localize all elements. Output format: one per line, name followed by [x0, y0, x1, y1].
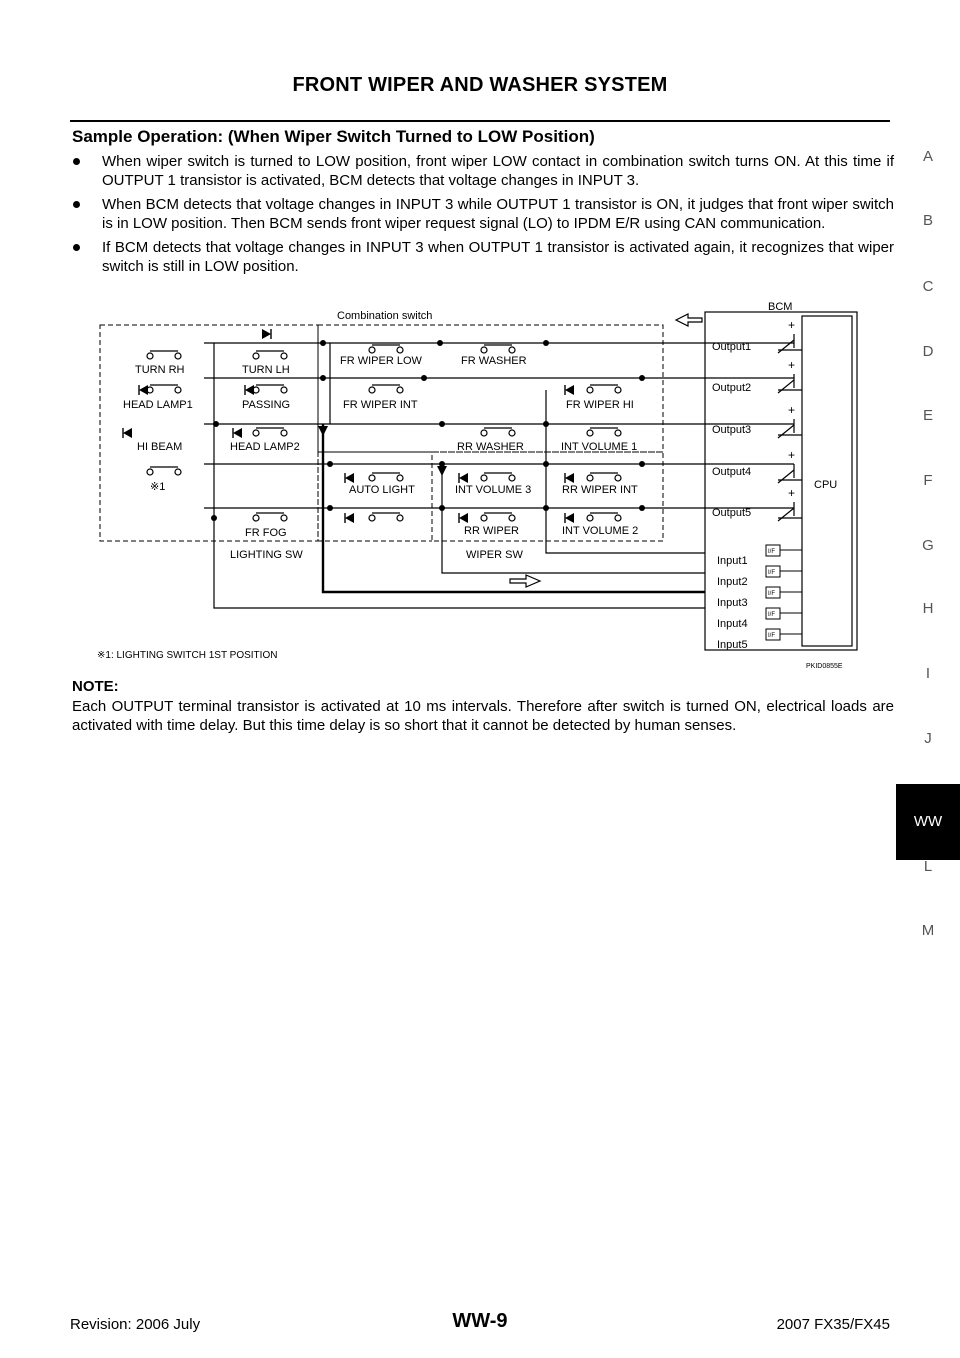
footnote: ※1: LIGHTING SWITCH 1ST POSITION [97, 650, 278, 661]
bullet-text: If BCM detects that voltage changes in INPUT 3 when OUTPUT 1 transistor is activated again, it recognizes that wiper switch is still in LOW position. [102, 239, 894, 275]
switch-label: TURN LH [242, 364, 290, 376]
switch-label: HI BEAM [137, 441, 183, 453]
switch-label: INT VOLUME 1 [561, 441, 638, 453]
section-tab-d[interactable]: D [922, 343, 934, 360]
switch-label: HEAD LAMP2 [230, 441, 300, 453]
bullet-icon [73, 201, 80, 208]
input-label: Input4 [717, 618, 748, 630]
interface-label: I/F [768, 633, 775, 639]
note-label: NOTE: [72, 678, 119, 695]
footer-model: 2007 FX35/FX45 [776, 1316, 890, 1333]
switch-label: ※1 [150, 481, 166, 493]
switch-label: FR FOG [245, 527, 287, 539]
interface-label: I/F [768, 612, 775, 618]
section-tab-a[interactable]: A [922, 148, 933, 165]
switch-label: HEAD LAMP1 [123, 399, 193, 411]
section-tab-e[interactable]: E [922, 407, 933, 424]
switch-label: FR WIPER LOW [340, 355, 422, 367]
input-label: Input2 [717, 576, 748, 588]
list-item [72, 195, 894, 233]
output-label: Output5 [712, 507, 752, 519]
switch-label: AUTO LIGHT [349, 484, 415, 496]
switch-label: INT VOLUME 3 [455, 484, 532, 496]
section-tab-b[interactable]: B [922, 212, 933, 229]
section-tab-c[interactable]: C [922, 278, 934, 295]
page-title: FRONT WIPER AND WASHER SYSTEM [292, 74, 668, 96]
bullet-icon [73, 158, 80, 165]
figure-code: PKID0855E [806, 663, 843, 670]
output-label: Output2 [712, 382, 752, 394]
lighting-sw-label: LIGHTING SW [230, 549, 303, 561]
switch-label: FR WIPER HI [566, 399, 634, 411]
interface-label: I/F [768, 591, 775, 597]
svg-text:+: + [788, 318, 796, 332]
input-label: Input1 [717, 555, 748, 567]
bcm-label: BCM [768, 301, 793, 313]
cpu-label: CPU [814, 479, 838, 491]
bullet-icon [73, 244, 80, 251]
section-tab-j[interactable]: J [924, 730, 932, 747]
page-number: WW-9 [452, 1310, 508, 1332]
section-title: Sample Operation: (When Wiper Switch Turned to LOW Position) [72, 127, 595, 146]
note-text: Each OUTPUT terminal transistor is activated at 10 ms intervals. Therefore after switch is turned ON, electrical loads are activated with time delay. But this time delay is so short that it cannot be detected by human senses. [72, 698, 894, 734]
list-item [72, 238, 894, 276]
switch-label: FR WASHER [461, 355, 527, 367]
section-tab-g[interactable]: G [922, 537, 934, 554]
svg-text:+: + [788, 486, 796, 500]
switch-label: FR WIPER INT [343, 399, 418, 411]
svg-text:+: + [788, 358, 796, 372]
section-tab-l[interactable]: L [923, 858, 933, 875]
switch-label: RR WIPER INT [562, 484, 638, 496]
input-label: Input3 [717, 597, 748, 609]
bullet-list [72, 152, 894, 281]
footer-revision: Revision: 2006 July [70, 1316, 201, 1333]
interface-label: I/F [768, 570, 775, 576]
svg-text:+: + [788, 403, 796, 417]
bullet-text: When BCM detects that voltage changes in INPUT 3 while OUTPUT 1 transistor is ON, it judges that front wiper switch is in LOW position. Then BCM sends front wiper request signal (LO) to IPDM E/R using CAN communication. [102, 196, 894, 232]
switch-label: RR WASHER [457, 441, 524, 453]
wiring-diagram [94, 298, 870, 674]
output-label: Output3 [712, 424, 752, 436]
section-tab-i[interactable]: I [925, 665, 931, 682]
switch-label: PASSING [242, 399, 291, 411]
interface-label: I/F [768, 549, 775, 555]
section-index [896, 0, 960, 1358]
input-label: Input5 [717, 639, 748, 651]
switch-label: INT VOLUME 2 [562, 525, 639, 537]
section-tab-ww[interactable]: WW [896, 784, 960, 860]
section-tab-f[interactable]: F [923, 472, 933, 489]
list-item [72, 152, 894, 190]
switch-label: TURN RH [135, 364, 185, 376]
header-rule [70, 120, 890, 122]
output-label: Output1 [712, 341, 752, 353]
section-tab-m[interactable]: M [921, 922, 935, 939]
bullet-text: When wiper switch is turned to LOW position, front wiper LOW contact in combination switch turns ON. At this time if OUTPUT 1 transistor is activated, BCM detects that voltage changes in INPUT 3. [102, 153, 894, 189]
section-tab-h[interactable]: H [922, 600, 934, 617]
wiper-sw-label: WIPER SW [466, 549, 523, 561]
svg-text:+: + [788, 448, 796, 462]
switch-label: RR WIPER [464, 525, 519, 537]
combination-switch-label: Combination switch [337, 310, 433, 322]
output-label: Output4 [712, 466, 752, 478]
